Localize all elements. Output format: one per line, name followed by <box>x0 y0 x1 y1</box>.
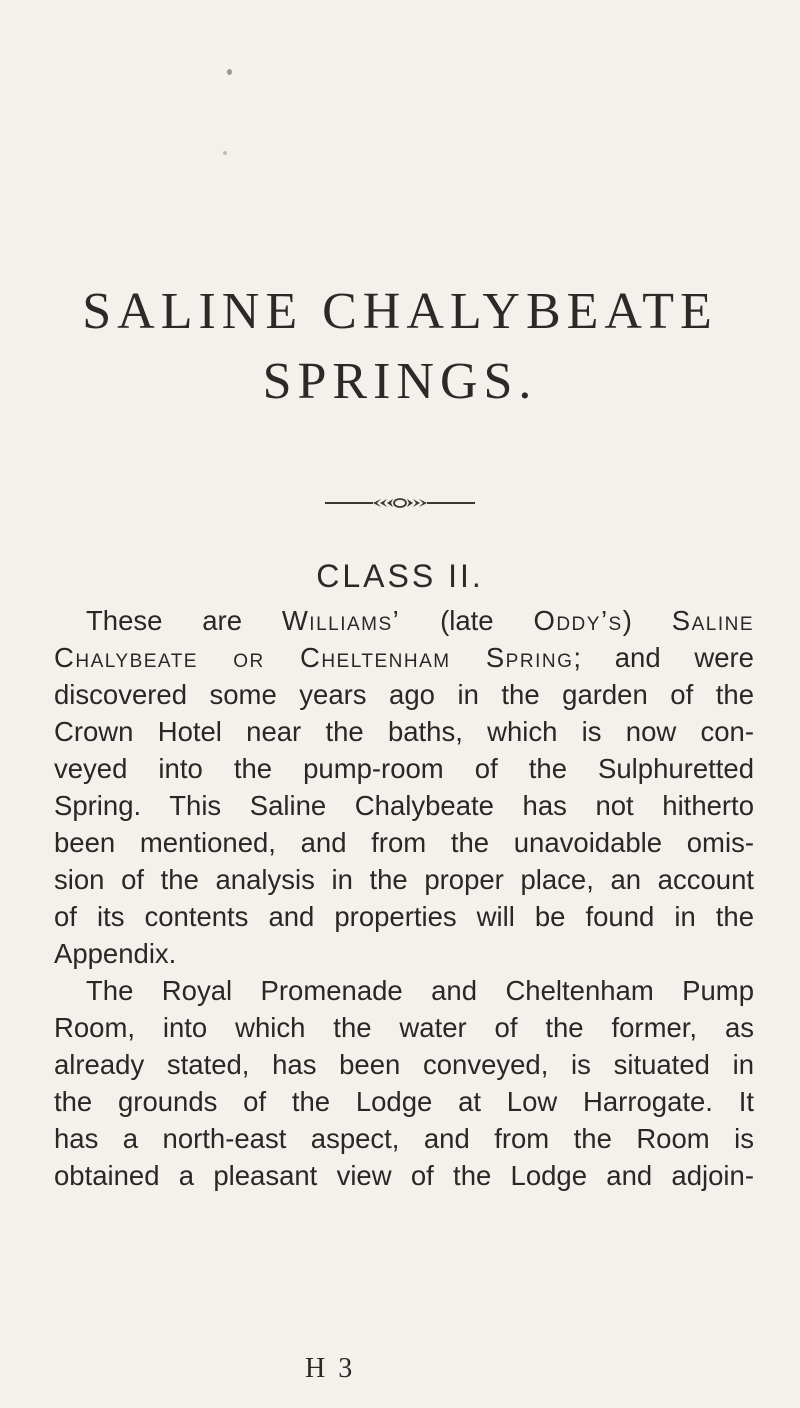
printer-signature-mark: H 3 <box>305 1353 356 1384</box>
paragraph-1-line-1 <box>54 602 754 639</box>
spring-name-saline: Saline <box>671 605 754 636</box>
body-text <box>54 602 754 1194</box>
paragraph-1-line-8: sion of the analysis in the proper place, an account <box>54 864 754 895</box>
paragraph-2-line-4: the grounds of the Lodge at Low Harrogate. It <box>54 1086 754 1117</box>
paragraph-1-line-9: of its contents and properties will be found in the <box>54 901 754 932</box>
ink-speck <box>223 151 227 155</box>
paragraph-1-line-3: discovered some years ago in the garden of the <box>54 679 754 710</box>
name-oddy: Oddy’s <box>533 605 623 636</box>
paragraph-2-line-2: Room, into which the water of the former, as <box>54 1012 754 1043</box>
name-williams: Williams’ <box>281 605 401 636</box>
ornament-rule-icon <box>325 496 475 510</box>
ink-speck <box>227 69 232 75</box>
page-title-line-1: SALINE CHALYBEATE <box>82 283 718 340</box>
paragraph-1-line-6: Spring. This Saline Chalybeate has not hitherto <box>54 790 754 821</box>
text-run: These are <box>86 605 282 636</box>
paragraph-1-line-2 <box>54 639 754 676</box>
paragraph-1-line-5: veyed into the pump-room of the Sulphuretted <box>54 753 754 784</box>
page-title-line-2: SPRINGS. <box>262 353 538 410</box>
class-heading: CLASS II. <box>316 558 484 594</box>
text-run: ; and were <box>573 642 754 673</box>
spring-name-chalybeate: Chalybeate or Cheltenham Spring <box>54 642 574 673</box>
paragraph-1-line-10: Appendix. <box>54 938 177 969</box>
paragraph-2-line-3: already stated, has been conveyed, is situated in <box>54 1049 754 1080</box>
paragraph-2-line-5: has a north-east aspect, and from the Room is <box>54 1123 754 1154</box>
text-run: ) <box>622 605 672 636</box>
text-run: (late <box>400 605 534 636</box>
paragraph-2-line-6: obtained a pleasant view of the Lodge and adjoin- <box>54 1160 754 1191</box>
paragraph-1-line-4: Crown Hotel near the baths, which is now con- <box>54 716 754 747</box>
paragraph-2-line-1: The Royal Promenade and Cheltenham Pump <box>86 975 754 1006</box>
paragraph-1-line-7: been mentioned, and from the unavoidable omis- <box>54 827 754 858</box>
